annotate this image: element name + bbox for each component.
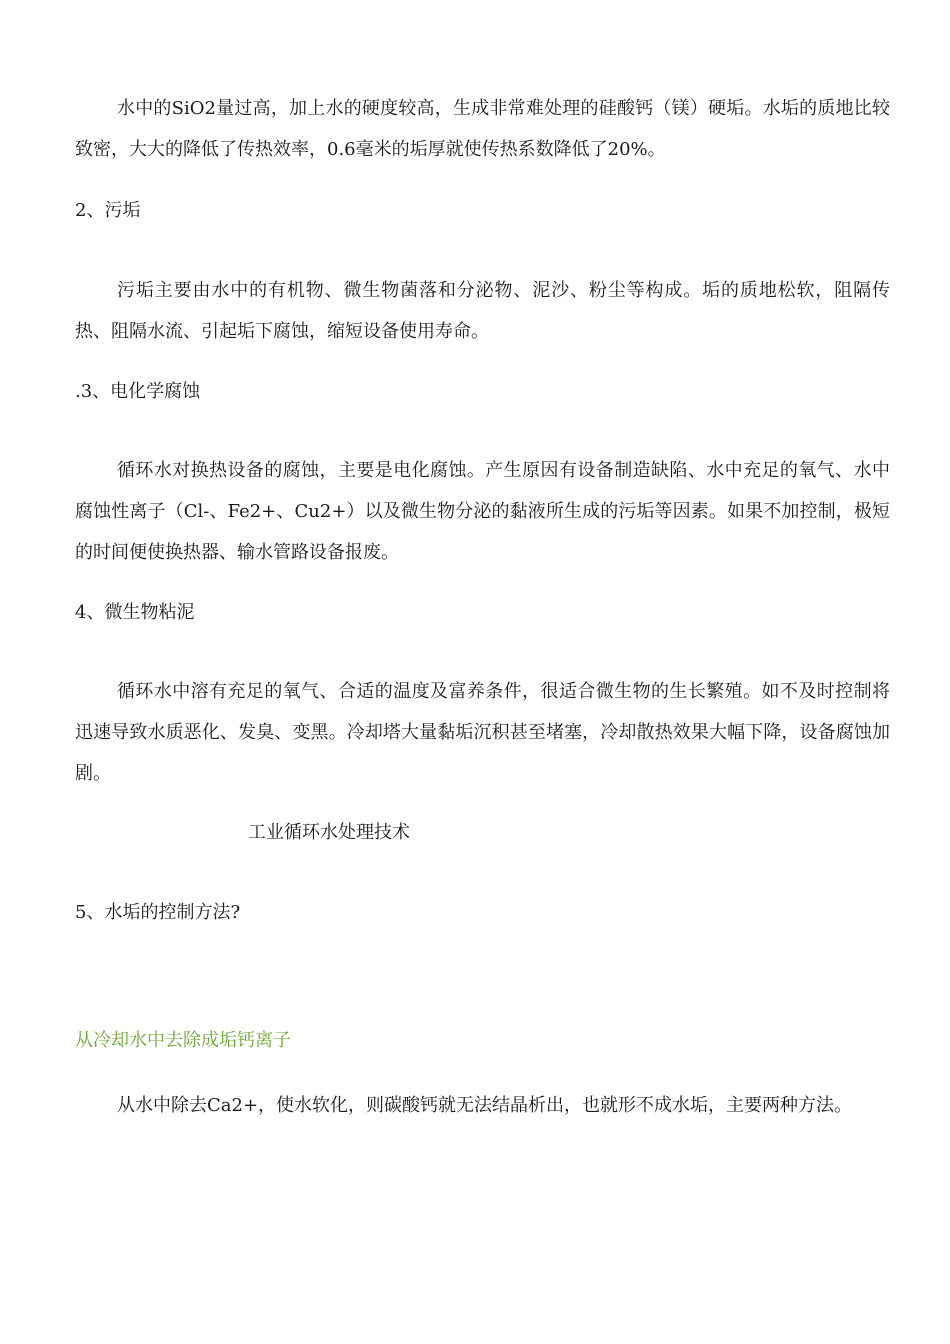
subheading-remove-calcium-ions: 从冷却水中去除成垢钙离子 bbox=[75, 1030, 291, 1051]
section-heading-electrochemical-corrosion: .3、电化学腐蚀 bbox=[75, 381, 201, 402]
section-heading-fouling: 2、污垢 bbox=[75, 200, 141, 221]
paragraph-corrosion: 循环水对换热设备的腐蚀，主要是电化腐蚀。产生原因有设备制造缺陷、水中充足的氧气、水中腐蚀性离子（Cl-、Fe2+、Cu2+）以及微生物分泌的黏液所生成的污垢等因素。如果不加控制，极短的时间便使换热器、输水管路设备报废。 bbox=[75, 460, 890, 563]
section-heading-scale-control: 5、水垢的控制方法? bbox=[75, 902, 241, 923]
paragraph-microbial-slime: 循环水中溶有充足的氧气、合适的温度及富养条件，很适合微生物的生长繁殖。如不及时控制将迅速导致水质恶化、发臭、变黑。冷却塔大量黏垢沉积甚至堵塞，冷却散热效果大幅下降，设备腐蚀加剧。 bbox=[75, 681, 890, 784]
paragraph-fouling: 污垢主要由水中的有机物、微生物菌落和分泌物、泥沙、粉尘等构成。垢的质地松软，阻隔传热、阻隔水流、引起垢下腐蚀，缩短设备使用寿命。 bbox=[75, 280, 890, 342]
paragraph-silica-scale: 水中的SiO2量过高，加上水的硬度较高，生成非常难处理的硅酸钙（镁）硬垢。水垢的质地比较致密，大大的降低了传热效率，0.6毫米的垢厚就使传热系数降低了20%。 bbox=[75, 98, 890, 160]
centered-title: 工业循环水处理技术 bbox=[248, 822, 410, 843]
section-heading-microbial-slime: 4、微生物粘泥 bbox=[75, 602, 195, 623]
paragraph-water-softening: 从水中除去Ca2+，使水软化，则碳酸钙就无法结晶析出，也就形不成水垢，主要两种方法。 bbox=[117, 1095, 853, 1116]
